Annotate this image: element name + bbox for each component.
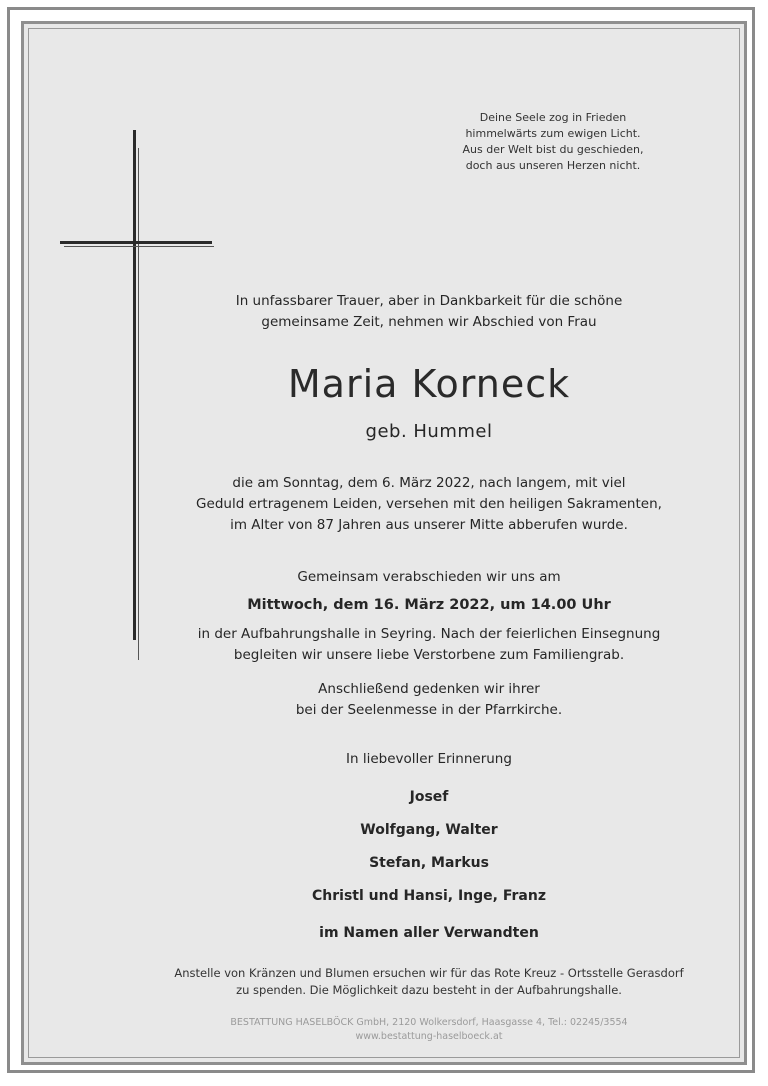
memory-lead: In liebevoller Erinnerung: [346, 751, 512, 767]
deceased-name: Maria Korneck: [287, 362, 571, 406]
mass-notice-line: Anschließend gedenken wir ihrer: [318, 681, 540, 697]
donation-line: zu spenden. Die Möglichkeit dazu besteht in der Aufbahrungshalle.: [236, 983, 622, 997]
farewell-lead: Gemeinsam verabschieden wir uns am: [297, 569, 561, 585]
family-member: im Namen aller Verwandten: [319, 925, 539, 941]
death-notice: [184, 473, 674, 536]
poem-line: himmelwärts zum ewigen Licht.: [465, 127, 641, 140]
donation-notice: [150, 965, 708, 999]
birth-name: geb. Hummel: [365, 421, 493, 442]
death-notice-line: im Alter von 87 Jahren aus unserer Mitte abberufen wurde.: [230, 517, 628, 533]
poem-line: Aus der Welt bist du geschieden,: [462, 143, 644, 156]
farewell-details-line: in der Aufbahrungshalle in Seyring. Nach der feierlichen Einsegnung: [197, 626, 661, 642]
footer-website: www.bestattung-haselboeck.at: [355, 1031, 503, 1042]
intro-line: gemeinsame Zeit, nehmen wir Abschied von Frau: [261, 314, 597, 330]
family-member: Wolfgang, Walter: [360, 822, 498, 838]
farewell-details-line: begleiten wir unsere liebe Verstorbene zum Familiengrab.: [233, 647, 625, 663]
funeral-date: Mittwoch, dem 16. März 2022, um 14.00 Uhr: [247, 597, 611, 613]
intro: [184, 291, 674, 333]
farewell-details: [184, 624, 674, 666]
footer: [150, 1016, 708, 1044]
donation-line: Anstelle von Kränzen und Blumen ersuchen wir für das Rote Kreuz - Ortsstelle Gerasdorf: [174, 966, 684, 980]
poem-line: doch aus unseren Herzen nicht.: [465, 159, 641, 172]
footer-company: BESTATTUNG HASELBÖCK GmbH, 2120 Wolkersdorf, Haasgasse 4, Tel.: 02245/3554: [230, 1017, 628, 1028]
death-notice-line: Geduld ertragenem Leiden, versehen mit den heiligen Sakramenten,: [196, 496, 662, 512]
death-notice-line: die am Sonntag, dem 6. März 2022, nach langem, mit viel: [232, 475, 626, 491]
poem: [420, 110, 686, 174]
mass-notice: [184, 679, 674, 721]
intro-line: In unfassbarer Trauer, aber in Dankbarkeit für die schöne: [235, 293, 623, 309]
family-member: Josef: [409, 789, 449, 805]
family-list: [184, 781, 674, 950]
family-member: Christl und Hansi, Inge, Franz: [312, 888, 546, 904]
mass-notice-line: bei der Seelenmesse in der Pfarrkirche.: [295, 702, 563, 718]
poem-line: Deine Seele zog in Frieden: [479, 111, 627, 124]
family-member: Stefan, Markus: [369, 855, 489, 871]
